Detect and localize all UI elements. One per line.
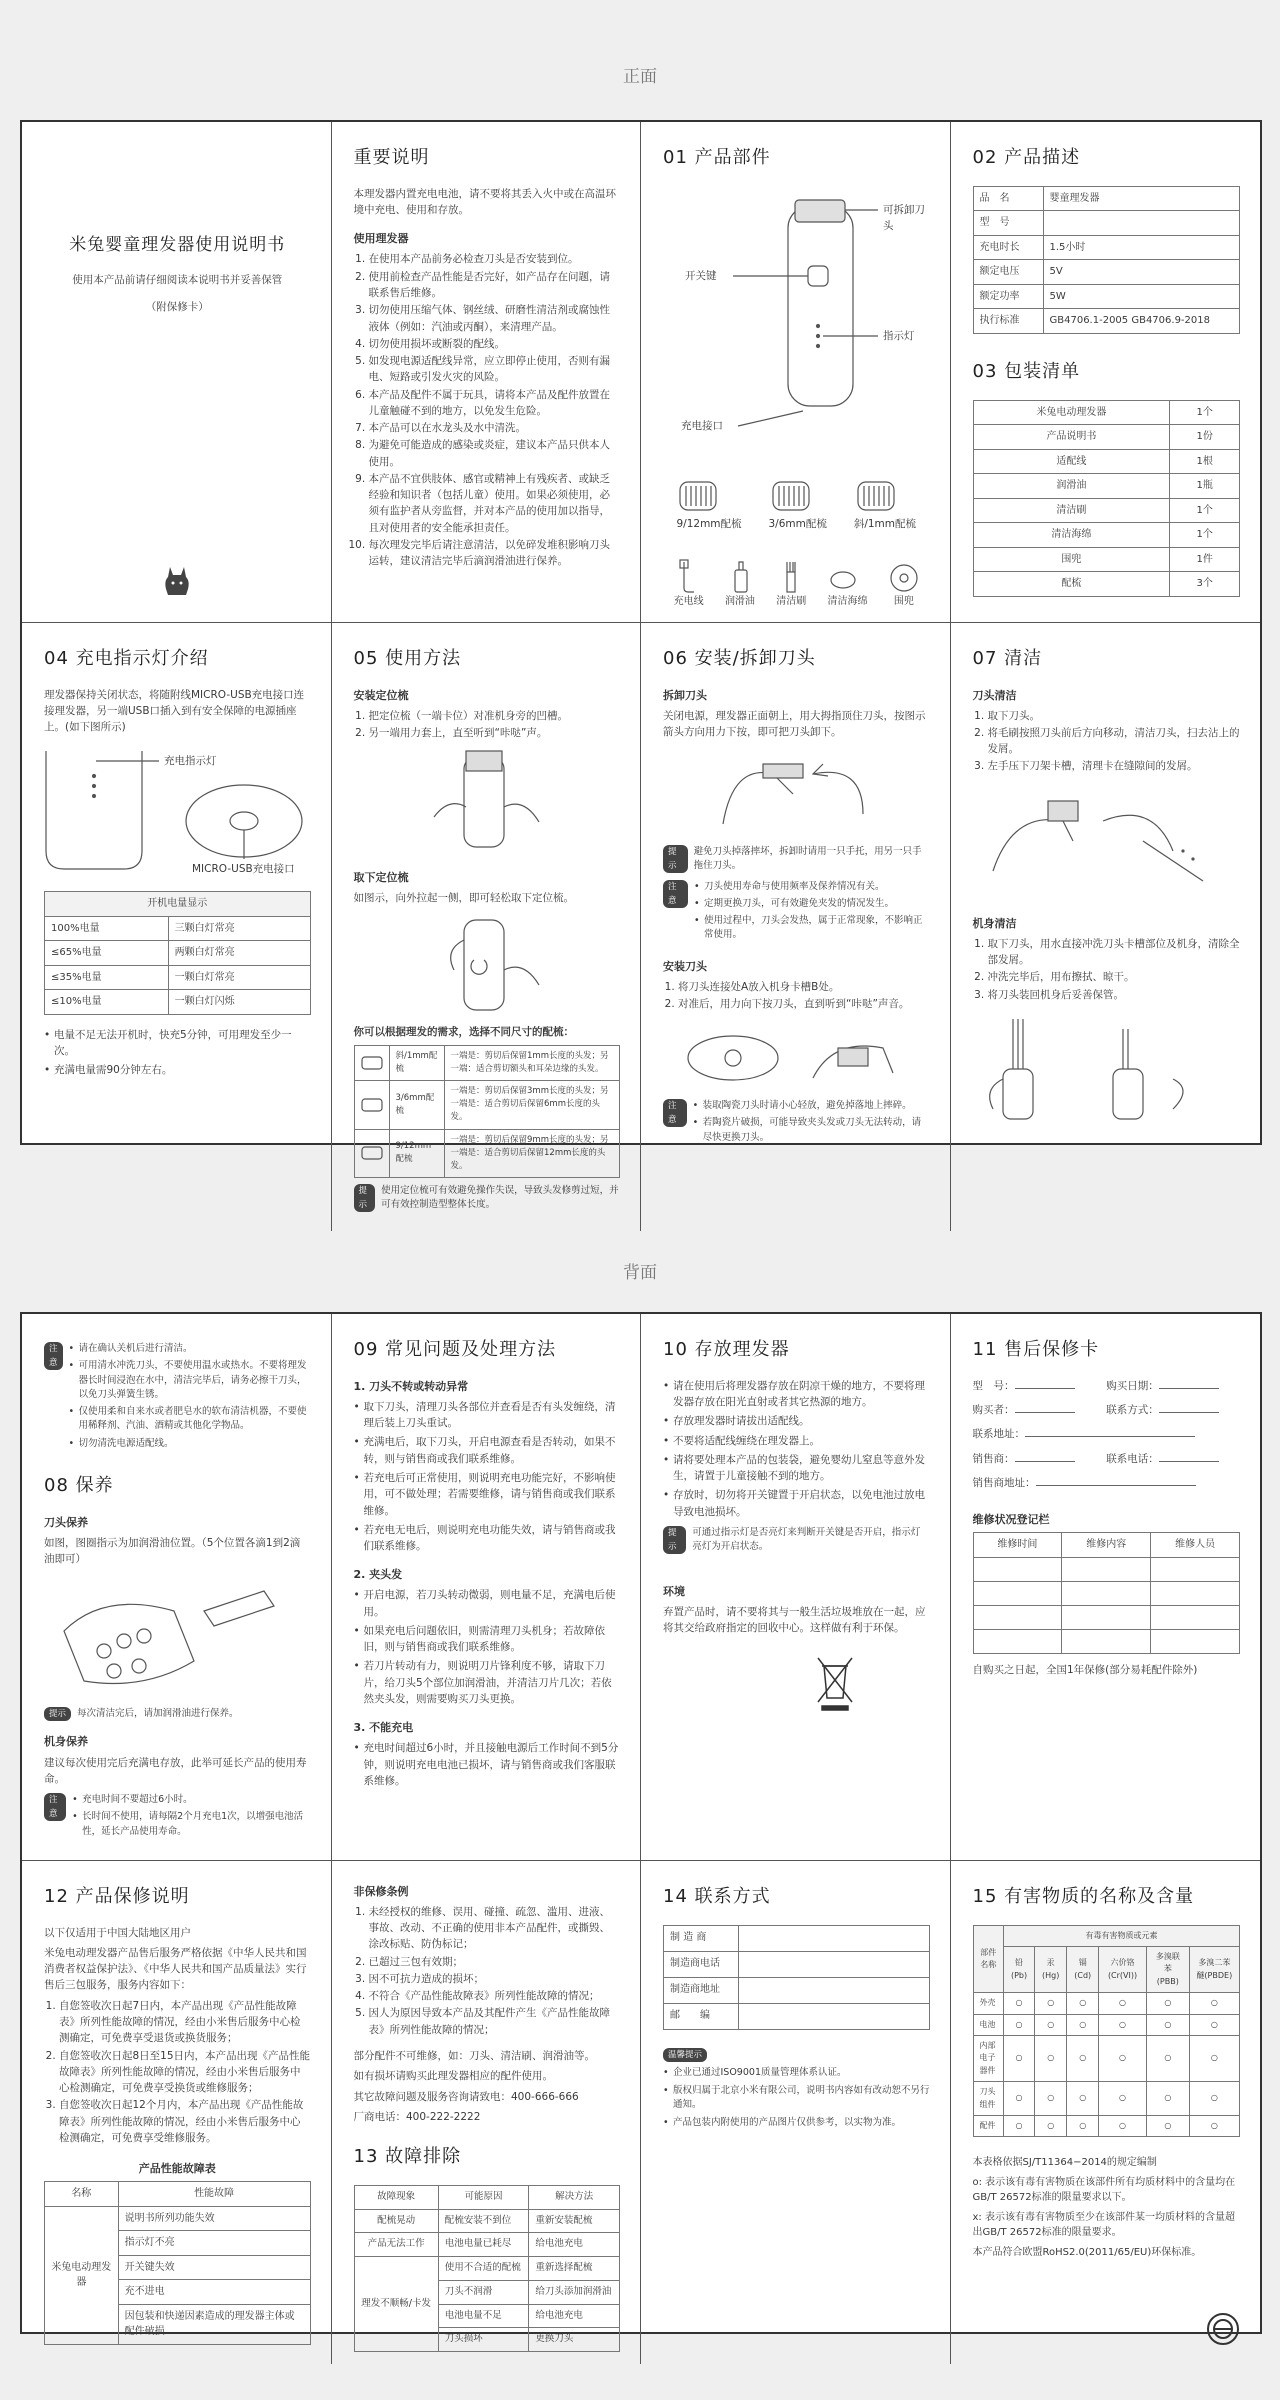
table-row: 理发不顺畅/卡发 使用不合适的配梳 重新选择配梳 [354,2257,620,2281]
list-item: • 不要将适配线缠绕在理发器上。 [663,1433,930,1449]
list-item: 3. 因不可抗力造成的损坏； [369,1971,621,1987]
warranty-panel [22,1861,332,2364]
body-care-title: 机身保养 [44,1735,88,1749]
table-row: 米兔电动理发器 说明书所列功能失效 [45,2206,311,2231]
table-row: 斜/1mm配梳 一端是：剪切后保留1mm长度的头发；另一端：适合剪切额头和耳朵边缘的头发。 [354,1045,620,1080]
list-item: 2. 将毛刷按照刀头前后方向移动，清洁刀头，扫去沾上的发屑。 [988,725,1241,758]
service-phone: 其它故障问题及服务咨询请致电：400-666-666 [353,2090,579,2103]
table-row: 产品说明书 1份 [973,425,1240,450]
usage-title: 05 使用方法 [353,647,462,669]
table-row [973,1629,1240,1653]
faq-group-title: 3. 不能充电 [353,1721,414,1735]
comb-item: 3/6mm配梳 [769,476,827,532]
table-row: 刀头不润滑 给刀头添加润滑油 [354,2280,620,2304]
body-care-text: 建议每次使用完后充满电存放，此举可延长产品的使用寿命。 [44,1756,307,1785]
rabbit-logo-icon [162,565,192,599]
table-row: ≤10%电量 一颗白灯闪烁 [45,990,311,1015]
comb-size-table [354,1045,621,1178]
store-title: 10 存放理发器 [663,1339,790,1360]
accessory-item: 清洁刷 [776,558,806,610]
table-row: 型 号 [973,211,1240,236]
parts-panel [641,122,951,623]
list-item: • 电量不足无法开机时，快充5分钟，可用理发至少一次。 [44,1027,311,1060]
nonwarranty-parts: 部分配件不可维修，如：刀头、清洁刷、润滑油等。 [353,2049,595,2062]
comb-item: 斜/1mm配梳 [854,476,916,532]
body-clean-title: 机身清洁 [972,916,1017,930]
table-row: 润滑油 1瓶 [973,474,1240,499]
list-item: 3. 将刀头装回机身后妥善保管。 [988,987,1241,1003]
comb-row [663,476,930,532]
table-row: 清洁刷 1个 [973,498,1240,523]
parts-figure [663,186,930,456]
table-row: 额定电压 5V [973,260,1240,285]
fault-table-title: 产品性能故障表 [138,2162,216,2176]
list-item: • 充满电量需90分钟左右。 [44,1062,311,1078]
list-item: 1. 把定位梳（一端卡位）对准机身旁的凹槽。 [369,708,621,724]
table-row: 刀头损坏 更换刀头 [354,2328,620,2352]
form-row: 型 号： 购买日期： [973,1378,1241,1394]
table-row: 充电时长 1.5小时 [973,235,1240,260]
factory-phone: 厂商电话：400-222-2222 [353,2110,481,2123]
back-label: 背面 [623,1263,657,1283]
list-item: • 存放理发器时请拔出适配线。 [663,1413,930,1429]
list-item: 2. 对准后，用力向下按刀头，直到听到“咔哒”声音。 [678,996,930,1012]
list-item: • 装取陶瓷刀头时请小心轻放，避免掉落地上摔碎。 [693,1099,930,1113]
table-row: 制造商地址 [664,1977,930,2003]
charge-intro: 理发器保持关闭状态，将随附线MICRO-USB充电接口连接理发器，另一端USB口插入到有安全保障的电源插座上。(如下图所示) [44,688,305,734]
faq-panel [332,1314,642,1861]
blade-title: 06 安装/拆卸刀头 [663,647,816,669]
table-row: 米兔电动理发器 1个 [973,400,1240,425]
bib-icon [889,558,919,594]
repair-record-table: 维修时间 维修内容 维修人员 [973,1532,1241,1654]
important-sub: 使用理发器 [353,232,409,246]
list-item: • 充电时间超过6小时，并且接触电源后工作时间不到5分钟，则说明充电电池已损坏，请与销售商或我们客服联系维修。 [354,1740,621,1789]
list-item: • 产品包装内附使用的产品图片仅供参考，以实物为准。 [663,2116,930,2131]
list-item: 7. 本产品可以在水龙头及水中清洗。 [369,420,621,436]
comb-icon [854,476,898,516]
table-row: 制 造 商 [664,1925,930,1951]
remove-comb-text: 如图示，向外拉起一侧，即可轻松取下定位梳。 [353,892,574,905]
oiling-illustration-icon [44,1571,309,1701]
front-label: 正面 [623,67,657,87]
important-panel [332,122,642,623]
list-item: • 请在使用后将理发器存放在阴凉干燥的地方，不要将理发器存放在阳光直射或者其它热源的地方。 [663,1378,930,1411]
table-row: 9/12mm配梳 一端是：剪切后保留9mm长度的头发；另一端是：适合剪切后保留12mm长度的头发。 [354,1129,620,1178]
table-row: 制造商电话 [664,1951,930,1977]
list-item: • 取下刀头，清理刀头各部位并查看是否有头发缠绕，清理后装上刀头重试。 [354,1399,621,1432]
care-panel [22,1314,332,1861]
list-item: 4. 不符合《产品性能故障表》所列性能故障的情况； [369,1988,621,2004]
table-row: ≤35%电量 一颗白灯常亮 [45,965,311,990]
accessory-row [663,558,930,610]
remove-comb-illustration-icon [354,910,619,1020]
contact-table [663,1925,930,2030]
blade-cleaning-illustration-icon [973,781,1238,901]
part-label-port: 充电接口 [681,419,723,432]
comb-item: 9/12mm配梳 [676,476,741,532]
accessory-item: 润滑油 [725,558,755,610]
care-tip2: 提示 每次清洁完后，请加润滑油进行保养。 [44,1707,311,1721]
list-item: 2. 自您签收次日起8日至15日内，本产品出现《产品性能故障表》所列性能故障的情况，经由小米售后服务中心检测确定，可免费享受换货或维修服务； [59,2048,311,2097]
table-row: 100%电量 三颗白灯常亮 [45,916,311,941]
list-item: 1. 将刀头连接处A放入机身卡槽B处。 [678,979,930,995]
blade-tips3: 注意 • 装取陶瓷刀头时请小心轻放，避免掉落地上摔碎。 • 若陶瓷片破损，可能导致夹头发或刀头无法转动，请尽快更换刀头。 [663,1099,930,1148]
indicator-label: 充电指示灯 [164,755,217,768]
list-item: • 切勿清洗电源适配线。 [69,1437,311,1451]
comb-icon [361,1146,383,1160]
table-row: 指示灯不亮 [45,2231,311,2256]
hazard-table: 部件名称 有毒有害物质或元素 铅(Pb) 汞(Hg) 镉(Cd) 六价铬(Cr(VI)) 多溴联苯(PBB) 多溴二苯醚(PBDE) 外壳 ○ ○ ○ ○ ○ ○ 电池 ○ ○ ○ ○ ○ ○ 内部电子器件 ○ ○ ○ ○ ○ ○ 刀头组件 ○ ○ ○ ○ ○ ○ 配件 ○ ○ ○ ○ ○ ○ [973,1925,1241,2138]
list-item: 3. 自您签收次日起12个月内，本产品出现《产品性能故障表》所列性能故障的情况，经由小米售后服务中心检测确定，可免费享受维修服务。 [59,2097,311,2146]
front-sheet [20,120,1262,1211]
table-row: 开关键失效 [45,2255,311,2280]
accessory-item: 清洁海绵 [828,558,868,610]
list-item: 10. 每次理发完毕后请注意清洁，以免碎发堆积影响刀头运转，建议清洁完毕后滴润滑油进行保养。 [369,537,621,570]
comb-icon [769,476,813,516]
table-row: 配梳 3个 [973,572,1240,597]
charge-title: 04 充电指示灯介绍 [44,647,209,669]
list-item: 1. 在使用本产品前务必检查刀头是否安装到位。 [369,251,621,267]
table-row: 额定功率 5W [973,284,1240,309]
install-comb-illustration-icon [354,747,619,857]
usage-tip: 提示 使用定位梳可有效避免操作失误，导致头发修剪过短，并可有效控制造型整体长度。 [354,1184,621,1213]
form-row: 销售商： 联系电话： [973,1451,1241,1467]
cable-icon [674,558,704,594]
cover-line1: 使用本产品前请仔细阅读本说明书并妥善保管 [72,274,283,287]
list-item: 9. 本产品不宜供肢体、感官或精神上有残疾者、或缺乏经验和知识者（包括儿童）使用。如果必须使用，必须有监护者从旁监督，并对本产品的使用加以指导，且对使用者的安全能承担责任。 [369,471,621,536]
list-item: 1. 取下刀头。 [988,708,1241,724]
comb-icon [361,1056,383,1070]
install-comb-title: 安装定位梳 [353,688,409,702]
list-item: • 长时间不使用，请每隔2个月充电1次，以增强电池活性，延长产品使用寿命。 [72,1810,310,1839]
remove-comb-title: 取下定位梳 [353,871,409,885]
remove-blade-text: 关闭电源，理发器正面朝上，用大拇指顶住刀头，按图示箭头方向用力下按，即可把刀头卸下。 [663,709,926,738]
table-row [973,1557,1240,1581]
install-blade-illustration-icon [663,1018,928,1093]
comb-icon [676,476,720,516]
port-label: MICRO-USB充电接口 [192,863,295,876]
charge-panel [22,623,332,1231]
table-row: 清洁海绵 1个 [973,523,1240,548]
battery-table: 开机电量显示 100%电量 三颗白灯常亮 ≤65%电量 两颗白灯常亮 ≤35%电量 一颗白灯常亮 ≤10%电量 一颗白灯闪烁 [44,891,311,1015]
remove-blade-title: 拆卸刀头 [663,688,707,702]
eco-environment-icon [1206,2312,1240,2346]
table-row: 内部电子器件 ○ ○ ○ ○ ○ ○ [973,2036,1240,2082]
list-item: 2. 已超过三包有效期； [369,1954,621,1970]
list-item: • 若充电无电后，则说明充电功能失效，请与销售商或我们联系维修。 [354,1522,621,1555]
cover-title: 米兔婴童理发器使用说明书 [69,235,286,255]
list-item: 3. 左手压下刀架卡槽，清理卡在缝隙间的发屑。 [988,758,1241,774]
usage-panel [332,623,642,1231]
env-title: 环境 [663,1584,685,1598]
trouble-title: 13 故障排除 [353,2146,462,2168]
list-item: 4. 切勿使用损坏或断裂的配线。 [369,336,621,352]
part-label-switch: 开关键 [685,269,717,282]
form-row: 销售商地址： [973,1475,1241,1491]
body-cleaning-illustration-icon [973,1009,1238,1139]
table-row: 3/6mm配梳 一端是：剪切后保留3mm长度的头发；另一端是：适合剪切后保留6mm长度的头发。 [354,1081,620,1130]
charge-notes [44,1027,311,1079]
list-item: 5. 因人为原因导致本产品及其配件产生《产品性能故障表》所列性能故障的情况； [369,2005,621,2038]
faq-group-title: 1. 刀头不转或转动异常 [353,1379,469,1393]
important-list [354,251,621,569]
faq-title: 09 常见问题及处理方法 [353,1339,557,1360]
desc-panel [951,122,1261,623]
list-item: • 若陶瓷片破损，可能导致夹头发或刀头无法转动，请尽快更换刀头。 [693,1116,930,1145]
warranty-card-panel [951,1314,1261,1861]
list-item: • 企业已通过ISO9001质量管理体系认证。 [663,2066,930,2081]
charge-figure [44,741,311,881]
list-item: • 请将要处理本产品的包装袋，避免婴幼儿窒息等意外发生，请置于儿童接触不到的地方。 [663,1452,930,1485]
part-label-blade: 可拆卸刀头 [883,203,925,233]
accessory-item: 充电线 [674,558,704,610]
list-item: • 充电时间不要超过6小时。 [72,1793,310,1807]
sponge-icon [828,558,858,594]
list-item: 3. 切勿使用压缩气体、钢丝绒、研磨性清洁剂或腐蚀性液体（例如：汽油或丙酮），来清理产品。 [369,302,621,335]
list-item: • 充满电后，取下刀头，开启电源查看是否转动，如果不转，则与销售商或我们联系维修。 [354,1434,621,1467]
store-tip: 提示 可通过指示灯是否亮灯来判断开关键是否开启，指示灯亮灯为开启状态。 [663,1526,930,1555]
list-item: • 可用清水冲洗刀头，不要使用温水或热水。不要将理发器长时间浸泡在水中，清洁完毕后，请务必擦干刀头，以免刀头弹簧生锈。 [69,1359,311,1402]
care-notes: 注意 • 请在确认关机后进行清洁。 • 可用清水冲洗刀头，不要使用温水或热水。不要将理发器长时间浸泡在水中，清洁完毕后，请务必擦干刀头，以免刀头弹簧生锈。 • 仅使用柔和自来水或者肥皂水的软布清洁机器，不要使用稀释剂、汽油、酒精或其他化学物品。 • 切勿清洗电源适配线。 [44,1342,311,1454]
brush-icon [776,558,806,594]
warranty-title: 12 产品保修说明 [44,1885,190,1907]
hazard-title: 15 有害物质的名称及含量 [972,1885,1195,1907]
pack-table [973,400,1241,597]
list-item: • 使用过程中，刀头会发热，属于正常现象，不影响正常使用。 [694,914,929,943]
list-item: • 刀头使用寿命与使用频率及保养情况有关。 [694,880,929,894]
important-intro: 本理发器内置充电电池，请不要将其丢入火中或在高温环境中充电、使用和存放。 [353,187,616,217]
contact-panel [641,1861,951,2364]
list-item: 5. 如发现电源适配线异常，应立即停止使用，否则有漏电、短路或引发火灾的风险。 [369,353,621,386]
warranty-footer: 自购买之日起，全国1年保修(部分易耗配件除外) [972,1663,1198,1676]
record-title: 维修状况登记栏 [972,1513,1050,1527]
list-item: 1. 未经授权的维修、误用、碰撞、疏忽、滥用、进液、事故、改动、不正确的使用非本产品配件，或撕毁、涂改标贴、防伪标记； [369,1904,621,1953]
parts-title: 01 产品部件 [663,147,771,168]
cover-line2: （附保修卡） [145,300,209,313]
blade-tips2: 注意 • 刀头使用寿命与使用频率及保养情况有关。 • 定期更换刀头，可有效避免夹发的情况发生。 • 使用过程中，刀头会发热，属于正常现象，不影响正常使用。 [663,880,930,946]
clean-panel [951,623,1261,1231]
list-item: • 定期更换刀头，可有效避免夹发的情况发生。 [694,897,929,911]
form-row: 购买者： 联系方式： [973,1402,1241,1418]
clean-title: 07 清洁 [972,647,1043,669]
trouble-table: 故障现象 可能原因 解决方法 配梳晃动 配梳安装不到位 重新安装配梳 产品无法工作 电池电量已耗尽 给电池充电 理发不顺畅/卡发 使用不合适的配梳 重新选择配梳 刀头不润滑 给刀头添加润滑油 电池电量不足 给电池充电 刀头损坏 更换刀头 [354,2185,621,2352]
blade-care-text: 如图，图圈指示为加润滑油位置。（5个位置各滴1到2滴油即可） [44,1536,301,1565]
table-row: 电池 ○ ○ ○ ○ ○ ○ [973,2014,1240,2035]
list-item: 8. 为避免可能造成的感染或炎症，建议本产品只供本人使用。 [369,437,621,470]
env-text: 弃置产品时，请不要将其与一般生活垃圾堆放在一起，应将其交给政府指定的回收中心。这样做有利于环保。 [663,1605,926,1634]
table-row: 外壳 ○ ○ ○ ○ ○ ○ [973,1993,1240,2014]
back-sheet [20,1312,1262,2345]
hazard-panel [951,1861,1261,2364]
nonwarranty-title: 非保修条例 [353,1884,409,1898]
table-row: 配梳晃动 配梳安装不到位 重新安装配梳 [354,2209,620,2233]
list-item: • 存放时，切勿将开关键置于开启状态，以免电池过放电导致电池损坏。 [663,1487,930,1520]
table-row: 品 名 婴童理发器 [973,186,1240,211]
care-title: 08 保养 [44,1474,114,1496]
faq-group-title: 2. 夹头发 [353,1568,403,1582]
table-row [973,1605,1240,1629]
warranty-card-title: 11 售后保修卡 [972,1339,1100,1360]
table-row: 配件 ○ ○ ○ ○ ○ ○ [973,2115,1240,2136]
part-label-indicator: 指示灯 [883,329,915,342]
important-title: 重要说明 [353,147,430,168]
list-item: 1. 取下刀头，用水直接冲洗刀头卡槽部位及机身，清除全部发屑。 [988,936,1241,969]
list-item: 2. 使用前检查产品性能是否完好，如产品存在问题，请联系售后维修。 [369,269,621,302]
list-item: • 如果充电后问题依旧，则需清理刀头机身；若故障依旧，则与销售商或我们联系维修。 [354,1623,621,1656]
nonwarranty-panel [332,1861,642,2364]
form-row: 联系地址： [973,1426,1241,1442]
comb-icon [361,1098,383,1112]
remove-blade-illustration-icon [663,744,928,839]
table-row [973,1581,1240,1605]
table-row: 刀头组件 ○ ○ ○ ○ ○ ○ [973,2082,1240,2116]
list-item: • 若充电后可正常使用，则说明充电功能完好，不影响使用，可不做处理；若需要维修，请与销售商或我们联系维修。 [354,1470,621,1519]
nonwarranty-hotline: 如有损坏请购买此理发器相应的配件使用。 [353,2070,553,2083]
blade-panel [641,623,951,1231]
list-item: 2. 另一端用力套上，直至听到“咔哒”声。 [369,725,621,741]
desc-table [973,186,1241,334]
desc-title: 02 产品描述 [972,147,1081,168]
table-row: 因包装和快递因素造成的理发器主体或配件破损 [45,2304,311,2344]
table-row: 充不进电 [45,2280,311,2305]
table-row: 电池电量不足 给电池充电 [354,2304,620,2328]
list-item: 6. 本产品及配件不属于玩具，请将本产品及配件放置在儿童触碰不到的地方，以免发生危险。 [369,387,621,420]
contact-notes: 温馨提示 • 企业已通过ISO9001质量管理体系认证。 • 版权归属于北京小米有限公司，说明书内容如有改动恕不另行通知。 • 产品包装内附使用的产品图片仅供参考，以实物为准。 [663,2046,930,2131]
accessory-item: 围兜 [889,558,919,610]
fault-table: 名称 性能故障 米兔电动理发器 说明书所列功能失效 指示灯不亮 开关键失效 充不进电 因包装和快递因素造成的理发器主体或配件破损 [44,2181,311,2345]
choose-comb-text: 你可以根据理发的需求，选择不同尺寸的配梳： [353,1026,574,1039]
list-item: 2. 冲洗完毕后，用布擦拭、晾干。 [988,969,1241,985]
contact-title: 14 联系方式 [663,1885,771,1907]
pack-title: 03 包装清单 [972,360,1081,382]
table-row: 执行标准 GB4706.1-2005 GB4706.9-2018 [973,309,1240,334]
warranty-text: 米兔电动理发器产品售后服务严格依据《中华人民共和国消费者权益保护法》、《中华人民共和国产品质量法》实行售后三包服务，服务内容如下： [44,1946,307,1992]
cover-panel [22,122,332,623]
table-row: 围兜 1件 [973,547,1240,572]
warranty-intro: 以下仅适用于中国大陆地区用户 [44,1926,191,1939]
list-item: • 开启电源，若刀头转动微弱，则电量不足，充满电后使用。 [354,1587,621,1620]
list-item: • 版权归属于北京小米有限公司，说明书内容如有改动恕不另行通知。 [663,2084,930,2113]
list-item: • 请在确认关机后进行清洁。 [69,1342,311,1356]
weee-bin-icon [663,1646,928,1716]
table-row: 邮 编 [664,2003,930,2029]
oil-bottle-icon [725,558,755,594]
care-notes3: 注意 • 充电时间不要超过6小时。 • 长时间不使用，请每隔2个月充电1次，以增强电池活性，延长产品使用寿命。 [44,1793,311,1842]
table-row: 产品无法工作 电池电量已耗尽 给电池充电 [354,2233,620,2257]
table-row: 适配线 1根 [973,449,1240,474]
list-item: • 若刀片转动有力，则说明刀片锋利度不够，请取下刀片，给刀头5个部位加润滑油，并清洁刀片几次；若依然夹头发，则需要购买刀头更换。 [354,1658,621,1707]
blade-tip1: 提示 避免刀头掉落摔坏，拆卸时请用一只手托，用另一只手拖住刀头。 [663,845,930,874]
table-row: ≤65%电量 两颗白灯常亮 [45,941,311,966]
install-blade-title: 安装刀头 [663,959,707,973]
store-panel [641,1314,951,1861]
list-item: 1. 自您签收次日起7日内，本产品出现《产品性能故障表》所列性能故障的情况，经由小米售后服务中心检测确定，可免费享受退货或换货服务； [59,1998,311,2047]
hazard-notes: 本表格依据SJ/T11364−2014的规定编制 o: 表示该有毒有害物质在该部件所有均质材料中的含量均在GB/T 26572标准的限量要求以下。 x: 表示该有毒有害物质至少在该部件某一均质材料的含量超出GB/T 26572标准的限量要求。 本产品符合欧盟RoHS2.0(2011/65/EU)环保标准。 [972,2157,1236,2258]
blade-care-title: 刀头保养 [44,1515,88,1529]
blade-clean-title: 刀头清洁 [972,688,1017,702]
list-item: • 仅使用柔和自来水或者肥皂水的软布清洁机器，不要使用稀释剂、汽油、酒精或其他化学物品。 [69,1405,311,1434]
